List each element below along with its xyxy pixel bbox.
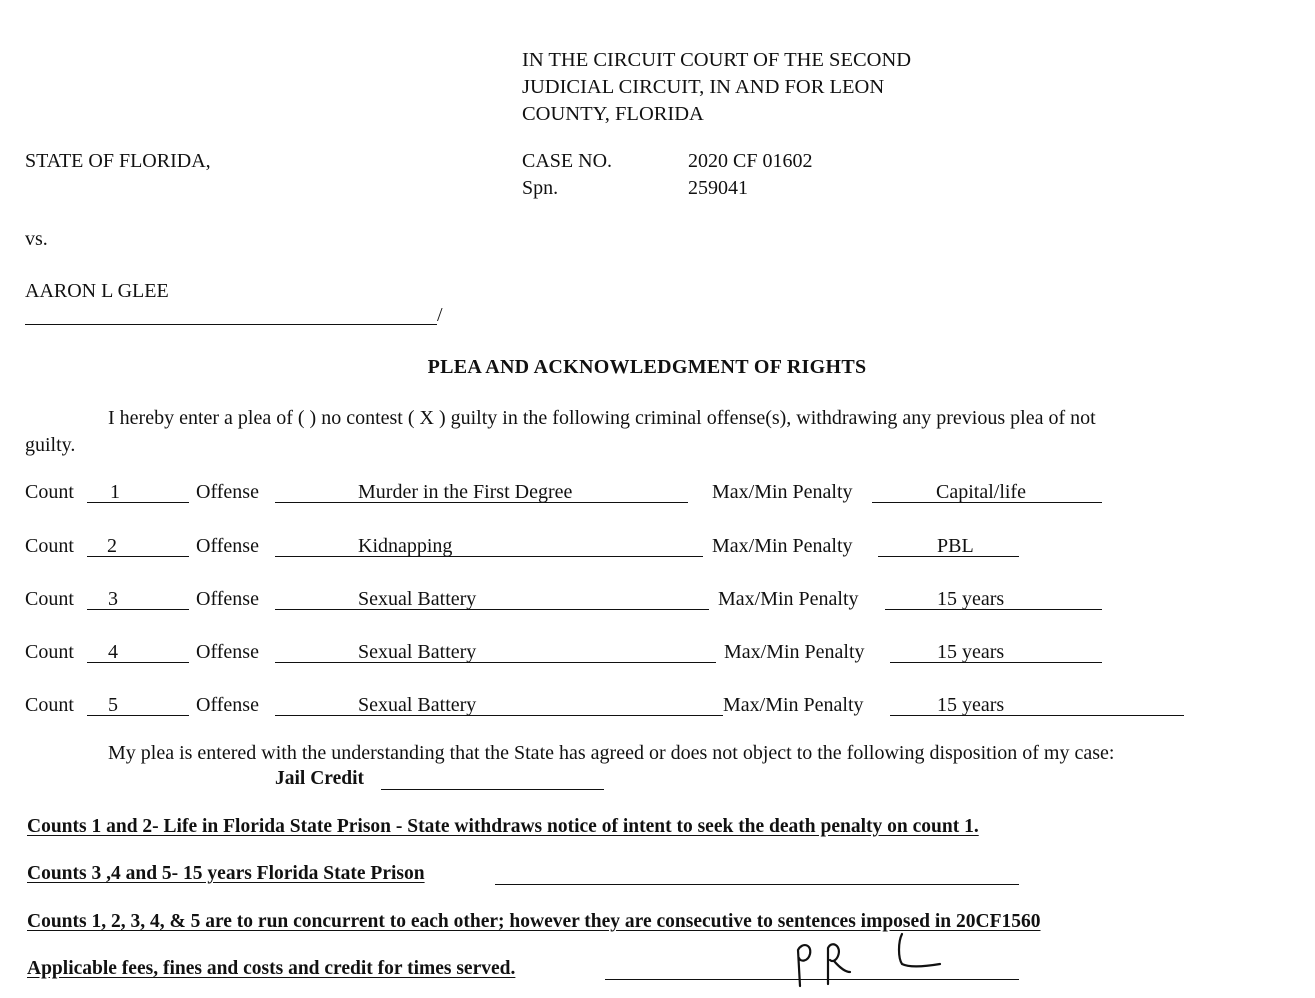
count-number-line xyxy=(87,609,189,610)
offense-label: Offense xyxy=(196,481,259,503)
count-number: 4 xyxy=(108,641,118,663)
disposition-line: Counts 1 and 2- Life in Florida State Prison - State withdraws notice of intent to seek the death penalty on count 1. xyxy=(27,816,979,837)
handwritten-initials xyxy=(790,928,950,990)
caption-rule xyxy=(25,324,437,325)
penalty-line xyxy=(890,715,1184,716)
count-number-line xyxy=(87,715,189,716)
caption-slash: / xyxy=(437,304,443,326)
court-heading-line-1: IN THE CIRCUIT COURT OF THE SECOND xyxy=(522,49,912,71)
document-title: PLEA AND ACKNOWLEDGMENT OF RIGHTS xyxy=(427,356,867,378)
penalty-label: Max/Min Penalty xyxy=(712,481,853,503)
court-heading-line-3: COUNTY, FLORIDA xyxy=(522,103,704,125)
count-label: Count xyxy=(25,535,74,557)
count-label: Count xyxy=(25,694,74,716)
versus-label: vs. xyxy=(25,228,48,250)
count-label: Count xyxy=(25,641,74,663)
count-number-line xyxy=(87,502,189,503)
penalty-label: Max/Min Penalty xyxy=(724,641,865,663)
spn-label: Spn. xyxy=(522,177,559,199)
penalty-label: Max/Min Penalty xyxy=(718,588,859,610)
offense-value: Sexual Battery xyxy=(358,641,477,663)
case-no-label: CASE NO. xyxy=(522,150,613,172)
jail-credit-label: Jail Credit xyxy=(275,768,365,789)
disposition-line: Applicable fees, fines and costs and credit for times served. xyxy=(27,958,516,979)
offense-label: Offense xyxy=(196,641,259,663)
spn-value: 259041 xyxy=(688,177,748,199)
penalty-value: Capital/life xyxy=(936,481,1026,503)
offense-value: Sexual Battery xyxy=(358,588,477,610)
penalty-value: 15 years xyxy=(937,694,1005,716)
count-number: 5 xyxy=(108,694,118,716)
offense-value: Sexual Battery xyxy=(358,694,477,716)
penalty-value: PBL xyxy=(937,535,974,557)
offense-line xyxy=(275,662,716,663)
disposition-line: Counts 1, 2, 3, 4, & 5 are to run concurrent to each other; however they are consecutive to sentences imposed in 20CF1560 xyxy=(27,911,1041,932)
count-number-line xyxy=(87,662,189,663)
plea-intro-line-1: I hereby enter a plea of ( ) no contest ( X ) guilty in the following criminal offense(s), withdrawing any previous plea of not xyxy=(108,407,1096,429)
disposition-blank-line xyxy=(495,884,1019,885)
offense-value: Kidnapping xyxy=(358,535,453,557)
offense-label: Offense xyxy=(196,694,259,716)
count-label: Count xyxy=(25,481,74,503)
plea-understanding: My plea is entered with the understanding that the State has agreed or does not object to the following disposition of my case: xyxy=(108,742,1115,764)
court-heading-line-2: JUDICIAL CIRCUIT, IN AND FOR LEON xyxy=(522,76,885,98)
count-number: 1 xyxy=(110,481,120,503)
count-number: 2 xyxy=(107,535,117,557)
plea-intro-line-2: guilty. xyxy=(25,434,76,456)
disposition-line: Counts 3 ,4 and 5- 15 years Florida State Prison xyxy=(27,863,425,884)
offense-label: Offense xyxy=(196,588,259,610)
count-number: 3 xyxy=(108,588,118,610)
offense-value: Murder in the First Degree xyxy=(358,481,573,503)
court-heading xyxy=(522,47,911,128)
case-no-value: 2020 CF 01602 xyxy=(688,150,813,172)
jail-credit-line xyxy=(381,789,604,790)
offense-label: Offense xyxy=(196,535,259,557)
defendant-name: AARON L GLEE xyxy=(25,280,169,302)
penalty-label: Max/Min Penalty xyxy=(723,694,864,716)
penalty-value: 15 years xyxy=(937,641,1005,663)
offense-line xyxy=(275,609,709,610)
offense-line xyxy=(275,715,723,716)
count-number-line xyxy=(87,556,189,557)
penalty-label: Max/Min Penalty xyxy=(712,535,853,557)
count-label: Count xyxy=(25,588,74,610)
plaintiff-name: STATE OF FLORIDA, xyxy=(25,150,211,172)
penalty-value: 15 years xyxy=(937,588,1005,610)
offense-line xyxy=(275,556,703,557)
